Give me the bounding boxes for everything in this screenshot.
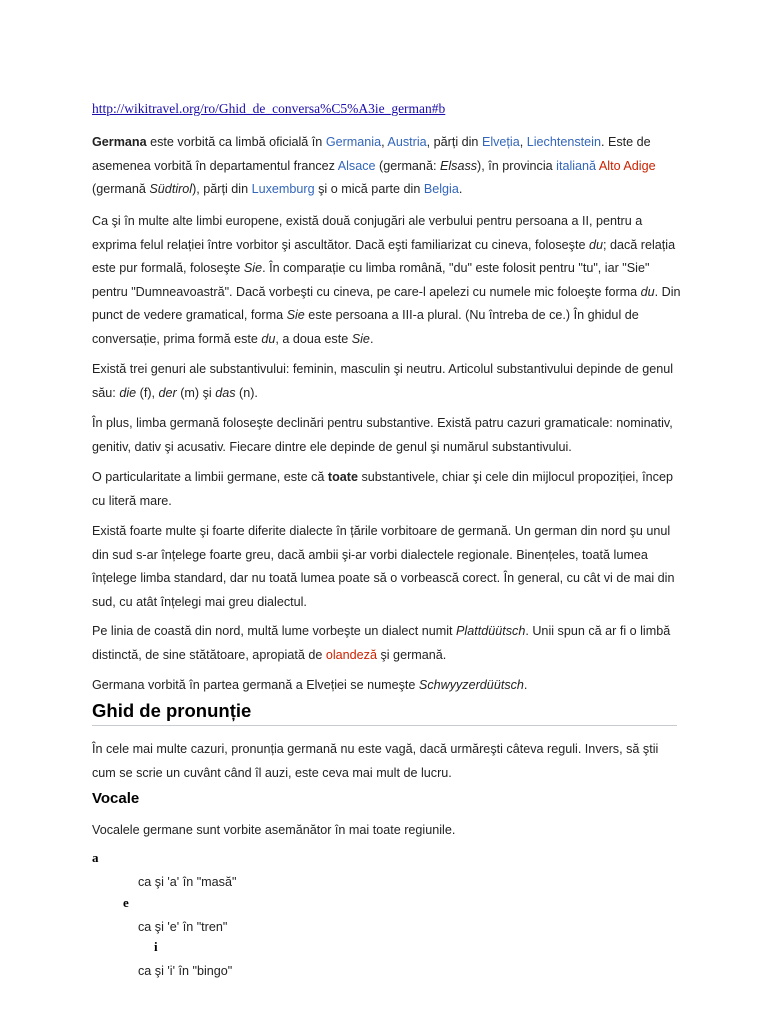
bold-toate: toate: [327, 470, 358, 484]
text: (germană: [92, 182, 150, 196]
text: ; dacă relația este pur formală, foloseşte: [92, 237, 676, 275]
link-liechtenstein[interactable]: Liechtenstein: [526, 135, 601, 149]
text: şi o mică parte din: [314, 182, 424, 196]
italic-elsass: Elsass: [439, 158, 478, 173]
link-elvetia[interactable]: Elveția: [481, 135, 520, 149]
text: este persoana a III-a plural. (Nu întreba de ce.) În ghidul de conversație, prima formă este: [92, 308, 639, 346]
italic-sie: Sie: [286, 308, 305, 322]
text: .: [523, 678, 528, 692]
text: (germană:: [375, 158, 440, 173]
link-alsace[interactable]: Alsace: [337, 158, 376, 173]
paragraph-genders: [92, 358, 682, 405]
text: (n).: [235, 385, 258, 400]
paragraph-pronunciation-intro: În cele mai multe cazuri, pronunția germană nu este vagă, dacă urmăreşti câteva reguli. Invers, să ştii cum se scrie un cuvânt când îl auzi, este ceva mai mult de lucru.: [92, 742, 659, 780]
italic-sie: Sie: [351, 331, 370, 346]
paragraph-dialects: Există foarte multe şi foarte diferite dialecte în țările vorbitoare de germană. Un german din nord şu unul din sud s-ar înțelege foarte greu, dacă ambii şi-ar vorbi dialectele regionale. Binențeles, toată lumea înțelege limba standard, dar nu toată lumea poate să o vorbească corect. În general, cu cât vi de mai din sud, cu atât înțelegi mai greu dialectul.: [92, 524, 675, 609]
italic-die: die: [119, 385, 137, 400]
vowel-letter: i: [154, 939, 158, 954]
text: şi germană.: [376, 647, 447, 662]
italic-schwyyzerduutsch: Schwyyzerdüütsch: [418, 678, 524, 692]
vowel-letter: e: [123, 895, 129, 910]
paragraph-declinations: În plus, limba germană foloseşte declinări pentru substantive. Există patru cazuri gramaticale: nominativ, genitiv, dativ şi acusativ. Fiecare dintre ele depinde de genul şi numărul substantivului.: [92, 416, 673, 454]
text: . În comparație cu limba română, "du" este folosit pentru "tu", iar "Sie" pentru "Dumneavoastră". Dacă vorbeşti cu cineva, pe care-l apelezi cu numele mic foloeşte forma: [92, 261, 650, 299]
source-url-link[interactable]: http://wikitravel.org/ro/Ghid_de_conversa%C5%A3ie_german#b: [92, 101, 446, 116]
text: . Unii spun că ar fi o limbă distinctă, de sine stătătoare, apropiată de: [92, 624, 671, 662]
text: ), în provincia: [477, 158, 557, 173]
paragraph-swiss-german: [92, 674, 682, 698]
text: , părți din: [426, 135, 482, 149]
text: ), părți din: [192, 182, 252, 196]
heading-pronunciation-guide: Ghid de pronunție: [92, 700, 677, 726]
link-alto-adige[interactable]: Alto Adige: [598, 158, 656, 173]
text: substantivele, chiar şi cele din mijlocul propoziției, încep cu literă mare.: [92, 470, 673, 508]
heading-vowels: Vocale: [92, 790, 140, 807]
vowel-description: ca şi 'a' în "masă": [138, 875, 237, 889]
vowel-description: ca şi 'e' în "tren": [138, 920, 228, 934]
bold-germana: Germana: [92, 135, 147, 149]
link-italiana[interactable]: italiană: [556, 158, 597, 173]
paragraph-vowels-intro: Vocalele germane sunt vorbite asemănător în mai toate regiunile.: [92, 823, 456, 837]
text: (m) şi: [176, 385, 216, 400]
paragraph-intro: [92, 131, 682, 202]
text: ,: [519, 135, 527, 149]
text: Pe linia de coastă din nord, multă lume vorbeşte un dialect numit: [92, 624, 457, 638]
italic-du: du: [588, 237, 603, 252]
link-olandeza[interactable]: olandeză: [325, 647, 377, 662]
link-austria[interactable]: Austria: [387, 135, 427, 149]
text: .: [369, 331, 374, 346]
italic-sudtirol: Südtirol: [149, 182, 193, 196]
text: . Este de asemenea vorbită în departamentul francez: [92, 135, 651, 173]
text: .: [458, 182, 463, 196]
paragraph-conjugations: [92, 210, 682, 351]
text: Există trei genuri ale substantivului: feminin, masculin şi neutru. Articolul substantivului depinde de genul său:: [92, 362, 674, 400]
text: (f),: [136, 385, 159, 400]
paragraph-plattdeutsch: [92, 620, 682, 667]
text: , a doua este: [275, 331, 352, 346]
italic-das: das: [215, 385, 236, 400]
link-luxemburg[interactable]: Luxemburg: [251, 182, 315, 196]
text: Ca şi în multe alte limbi europene, există două conjugări ale verbului pentru persoana a II, pentru a exprima felul relației între vorbitor şi ascultător. Dacă eşti familiarizat cu cineva, foloseşte: [92, 214, 643, 252]
vowel-letter: a: [92, 850, 99, 865]
link-belgia[interactable]: Belgia: [423, 182, 459, 196]
vowel-description: ca şi 'i' în "bingo": [138, 964, 233, 978]
italic-der: der: [158, 385, 177, 400]
text: . Din punct de vedere gramatical, forma: [92, 284, 681, 322]
italic-sie: Sie: [243, 261, 263, 275]
link-germania[interactable]: Germania: [325, 135, 382, 149]
text: Germana vorbită în partea germană a Elveției se numeşte: [92, 678, 419, 692]
paragraph-capitalization: [92, 466, 682, 513]
text: ,: [381, 135, 388, 149]
text: O particularitate a limbii germane, este că: [92, 470, 328, 484]
italic-du: du: [640, 284, 655, 299]
italic-du: du: [261, 331, 276, 346]
text: este vorbită ca limbă oficială în: [146, 135, 326, 149]
italic-plattduutsch: Plattdüütsch: [456, 624, 526, 638]
